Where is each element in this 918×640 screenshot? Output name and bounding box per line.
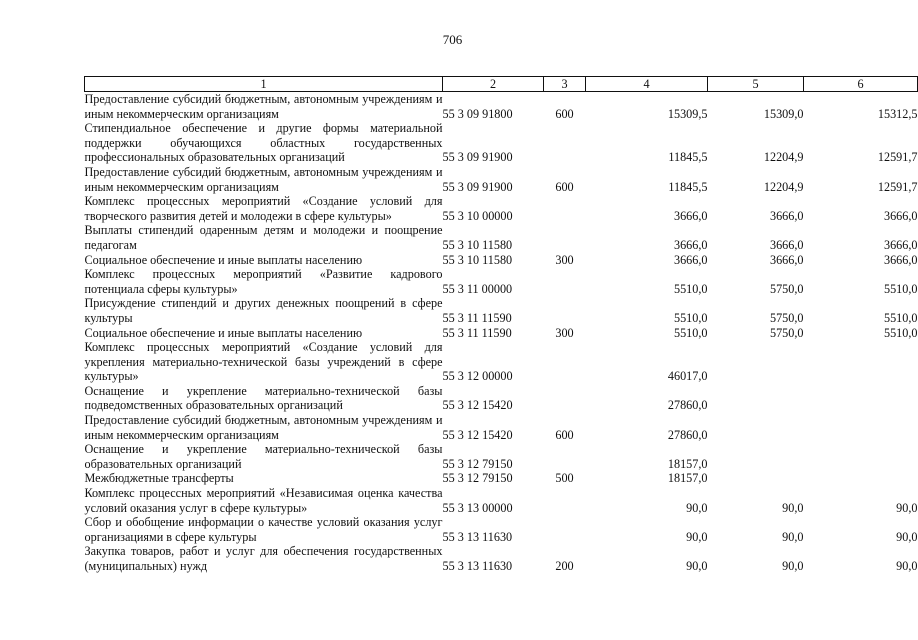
row-code-cell: 55 3 13 00000	[442, 500, 513, 515]
row-value-3-cell	[804, 442, 918, 471]
table-row	[85, 384, 918, 413]
table-row	[85, 92, 918, 122]
row-type-cell	[544, 384, 586, 413]
table-row	[85, 515, 918, 544]
row-value-1-cell: 90,0	[686, 559, 708, 573]
table-row	[85, 340, 918, 384]
row-type-cell: 200	[555, 559, 574, 573]
row-type-cell	[544, 267, 586, 296]
row-name-cell: Комплекс процессных мероприятий «Развитие кадрового потенциала сферы культуры»	[84, 267, 443, 296]
row-name-cell: Присуждение стипендий и других денежных поощрений в сфере культуры	[84, 296, 443, 325]
row-name-cell: Комплекс процессных мероприятий «Создание условий для укрепления материально-технической базы учреждений в сфере культуры»	[84, 340, 443, 384]
table-row	[85, 121, 918, 165]
row-name-cell: Сбор и обобщение информации о качестве условий оказания услуг организациями в сфере культуры	[84, 515, 443, 544]
table-header	[85, 77, 918, 92]
row-type-cell: 300	[555, 325, 574, 340]
row-code-cell: 55 3 11 00000	[442, 281, 513, 296]
row-type-cell: 600	[555, 106, 574, 121]
row-value-3-cell: 5510,0	[883, 281, 918, 296]
row-value-2-cell: 15309,0	[763, 106, 804, 121]
row-value-3-cell: 12591,7	[877, 179, 918, 194]
table-row	[85, 486, 918, 515]
row-code-cell: 55 3 13 11630	[442, 559, 513, 573]
row-value-3-cell: 90,0	[896, 500, 918, 515]
row-value-1-cell: 3666,0	[673, 208, 708, 223]
row-name-cell: Оснащение и укрепление материально-технической базы образовательных организаций	[84, 442, 443, 471]
row-value-3-cell: 90,0	[896, 529, 918, 544]
row-value-2-cell	[708, 384, 804, 413]
row-type-cell	[544, 486, 586, 515]
header-row	[85, 77, 918, 92]
row-value-1-cell: 5510,0	[673, 281, 708, 296]
row-name-cell: Предоставление субсидий бюджетным, автономным учреждениям и иным некоммерческим организациям	[84, 92, 443, 121]
row-code-cell: 55 3 09 91800	[442, 106, 513, 121]
row-value-3-cell	[804, 471, 918, 486]
row-value-2-cell	[708, 471, 804, 486]
row-value-1-cell: 3666,0	[673, 237, 708, 252]
table-row	[85, 194, 918, 223]
row-type-cell: 500	[555, 471, 574, 486]
row-value-3-cell: 90,0	[896, 559, 918, 573]
row-type-cell	[544, 223, 586, 252]
row-type-cell	[544, 121, 586, 165]
table-row	[85, 165, 918, 194]
row-value-3-cell	[804, 413, 918, 442]
row-value-1-cell: 27860,0	[667, 398, 708, 413]
row-type-cell	[544, 296, 586, 325]
row-value-1-cell: 27860,0	[667, 427, 708, 442]
row-value-1-cell: 18157,0	[667, 471, 708, 486]
row-type-cell: 600	[555, 179, 574, 194]
row-value-3-cell	[804, 340, 918, 384]
row-value-1-cell: 5510,0	[673, 310, 708, 325]
row-name-cell: Предоставление субсидий бюджетным, автономным учреждениям и иным некоммерческим организациям	[84, 413, 443, 442]
row-value-2-cell: 12204,9	[763, 179, 804, 194]
row-name-cell: Комплекс процессных мероприятий «Независимая оценка качества условий оказания услуг в сфере культуры»	[84, 486, 443, 515]
row-code-cell: 55 3 12 00000	[442, 369, 513, 384]
table-row	[85, 413, 918, 442]
row-value-1-cell: 11845,5	[668, 179, 708, 194]
row-value-2-cell	[708, 413, 804, 442]
row-type-cell	[544, 442, 586, 471]
row-value-1-cell: 11845,5	[668, 150, 708, 165]
row-code-cell: 55 3 12 79150	[442, 456, 513, 471]
row-name-cell: Социальное обеспечение и иные выплаты населению	[84, 325, 363, 340]
row-value-3-cell: 3666,0	[883, 252, 918, 267]
row-name-cell: Комплекс процессных мероприятий «Создание условий для творческого развития детей и молодежи в сфере культуры»	[84, 194, 443, 223]
table-row	[85, 442, 918, 471]
column-header: 3	[544, 77, 586, 92]
column-header: 1	[85, 77, 443, 92]
row-value-1-cell: 46017,0	[667, 369, 708, 384]
row-code-cell: 55 3 09 91900	[442, 150, 513, 165]
row-value-3-cell: 3666,0	[883, 208, 918, 223]
row-name-cell: Выплаты стипендий одаренным детям и молодежи и поощрение педагогам	[84, 223, 443, 252]
row-value-1-cell: 18157,0	[667, 456, 708, 471]
table-row	[85, 326, 918, 341]
row-name-cell: Предоставление субсидий бюджетным, автономным учреждениям и иным некоммерческим организациям	[84, 164, 443, 194]
row-code-cell: 55 3 12 79150	[442, 471, 513, 486]
row-code-cell: 55 3 13 11630	[442, 529, 513, 544]
row-value-3-cell: 3666,0	[883, 237, 918, 252]
row-value-3-cell: 15312,5	[877, 106, 918, 121]
row-code-cell: 55 3 12 15420	[442, 398, 513, 413]
row-value-2-cell: 5750,0	[769, 281, 804, 296]
table-row	[85, 544, 918, 573]
page-number: 706	[442, 32, 463, 47]
table-row	[85, 471, 918, 486]
table-row	[85, 296, 918, 325]
row-value-1-cell: 15309,5	[667, 106, 708, 121]
row-code-cell: 55 3 11 11590	[442, 310, 512, 325]
row-value-2-cell: 90,0	[782, 529, 804, 544]
column-header: 4	[586, 77, 708, 92]
row-name-cell: Закупка товаров, работ и услуг для обеспечения государственных (муниципальных) нужд	[84, 544, 443, 573]
row-type-cell	[544, 340, 586, 384]
row-type-cell	[544, 515, 586, 544]
column-header: 2	[443, 77, 544, 92]
budget-table	[84, 76, 918, 574]
row-value-2-cell: 90,0	[782, 559, 804, 573]
row-value-1-cell: 5510,0	[673, 325, 708, 340]
row-value-2-cell: 3666,0	[769, 252, 804, 267]
table-body	[85, 92, 918, 574]
row-value-2-cell	[708, 442, 804, 471]
table-row	[85, 267, 918, 296]
row-name-cell: Оснащение и укрепление материально-технической базы подведомственных образовательных организаций	[84, 383, 443, 413]
row-name-cell: Межбюджетные трансферты	[84, 471, 234, 486]
row-type-cell: 600	[555, 427, 574, 442]
row-value-3-cell: 5510,0	[883, 325, 918, 340]
row-value-2-cell: 90,0	[782, 500, 804, 515]
column-header: 6	[804, 77, 918, 92]
row-value-3-cell: 12591,7	[877, 150, 918, 165]
row-value-1-cell: 90,0	[686, 529, 708, 544]
row-code-cell: 55 3 12 15420	[442, 427, 513, 442]
row-code-cell: 55 3 10 00000	[442, 208, 513, 223]
column-header: 5	[708, 77, 804, 92]
table-row	[85, 253, 918, 268]
row-value-1-cell: 3666,0	[673, 252, 708, 267]
row-name-cell: Стипендиальное обеспечение и другие формы материальной поддержки обучающихся областных государственных профессиональных образовательных организаций	[84, 121, 443, 165]
row-code-cell: 55 3 10 11580	[442, 252, 513, 267]
row-value-2-cell: 5750,0	[769, 310, 804, 325]
table-row	[85, 223, 918, 252]
row-code-cell: 55 3 10 11580	[442, 237, 513, 252]
row-name-cell: Социальное обеспечение и иные выплаты населению	[84, 252, 363, 267]
row-value-2-cell: 12204,9	[763, 150, 804, 165]
row-value-3-cell: 5510,0	[883, 310, 918, 325]
row-value-2-cell: 3666,0	[769, 237, 804, 252]
row-code-cell: 55 3 09 91900	[442, 179, 513, 194]
row-type-cell	[544, 194, 586, 223]
row-code-cell: 55 3 11 11590	[442, 325, 512, 340]
row-type-cell: 300	[555, 252, 574, 267]
row-value-3-cell	[804, 384, 918, 413]
row-value-2-cell: 5750,0	[769, 325, 804, 340]
row-value-1-cell: 90,0	[686, 500, 708, 515]
row-value-2-cell	[708, 340, 804, 384]
row-value-2-cell: 3666,0	[769, 208, 804, 223]
